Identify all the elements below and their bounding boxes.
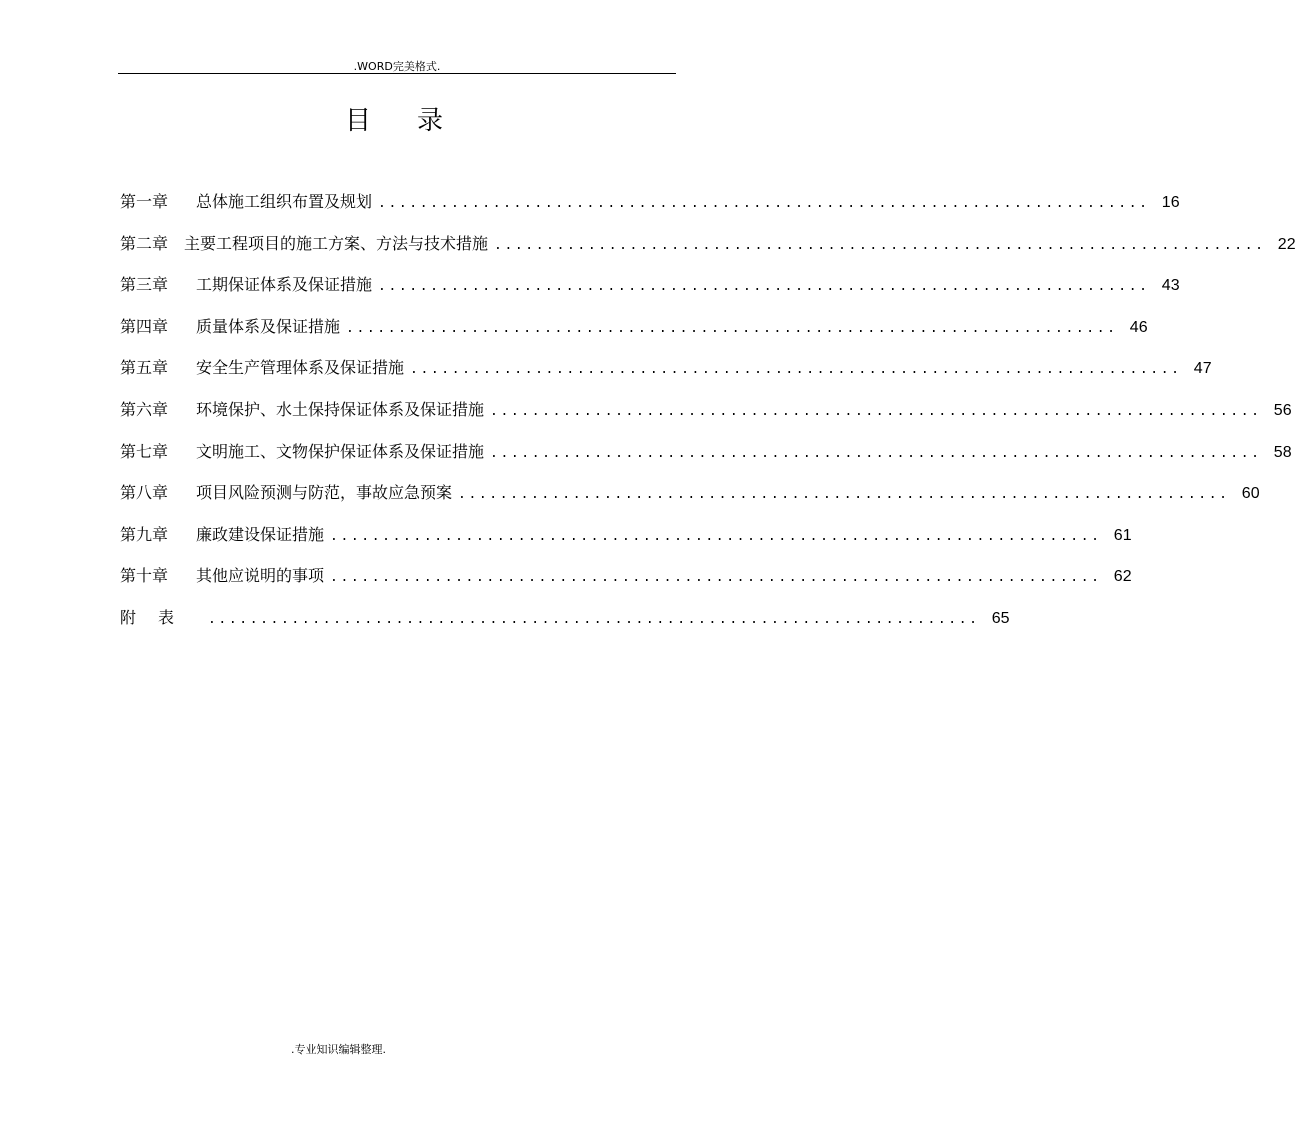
toc-page-number: 65 [991, 609, 1010, 627]
toc-chapter-label: 第四章 [120, 316, 169, 336]
toc-chapter-label: 第十章 [120, 566, 169, 586]
toc-entry[interactable] [120, 190, 1180, 232]
toc-page-number: 47 [1193, 360, 1212, 378]
toc-chapter-label: 第六章 [120, 399, 169, 419]
toc-entry-title: 质量体系及保证措施 [196, 316, 341, 336]
toc-chapter-label: 第九章 [120, 524, 169, 544]
toc-page-number: 46 [1129, 318, 1148, 336]
toc-page-number: 56 [1273, 401, 1292, 419]
toc-chapter-label: 第七章 [120, 441, 169, 461]
toc-entry[interactable] [120, 273, 1180, 315]
toc-entry-title: 廉政建设保证措施 [196, 524, 325, 544]
toc-entry[interactable] [120, 606, 1010, 648]
toc-entry[interactable] [120, 356, 1212, 398]
dot-leader: .......................................................................... [208, 611, 980, 627]
toc-page-number: 60 [1241, 485, 1260, 503]
dot-leader: .......................................................................... [494, 237, 1266, 253]
dot-leader: .......................................................................... [330, 570, 1102, 586]
toc-entry-title: 环境保护、水土保持保证体系及保证措施 [196, 399, 485, 419]
table-of-contents [120, 190, 1296, 648]
toc-page-number: 62 [1113, 568, 1132, 586]
toc-entry-title: 主要工程项目的施工方案、方法与技术措施 [184, 233, 489, 253]
toc-entry[interactable] [120, 232, 1296, 274]
dot-leader: .......................................................................... [490, 445, 1262, 461]
dot-leader: .......................................................................... [346, 320, 1118, 336]
toc-entry[interactable] [120, 523, 1132, 565]
dot-leader: .......................................................................... [330, 528, 1102, 544]
page-footer-text: .专业知识编辑整理. [291, 1043, 386, 1056]
toc-entry[interactable] [120, 564, 1132, 606]
toc-chapter-label: 第五章 [120, 358, 169, 378]
page-header-text: .WORD完美格式. [353, 60, 441, 73]
toc-entry[interactable] [120, 481, 1260, 523]
toc-title: 目录 [344, 106, 489, 136]
toc-chapter-label: 第八章 [120, 483, 169, 503]
dot-leader: .......................................................................... [378, 196, 1150, 211]
toc-chapter-label: 附表 [120, 607, 197, 627]
toc-page-number: 43 [1161, 277, 1180, 295]
toc-entry[interactable] [120, 398, 1292, 440]
toc-page-number: 61 [1113, 526, 1132, 544]
header-rule [118, 73, 676, 74]
dot-leader: .......................................................................... [490, 403, 1262, 419]
toc-entry[interactable] [120, 440, 1292, 482]
toc-entry-title: 总体施工组织布置及规划 [196, 192, 373, 211]
toc-chapter-label: 第二章 [120, 233, 169, 253]
toc-entry[interactable] [120, 315, 1148, 357]
toc-entry-title: 文明施工、文物保护保证体系及保证措施 [196, 441, 485, 461]
dot-leader: .......................................................................... [410, 362, 1182, 378]
toc-entry-title: 其他应说明的事项 [196, 566, 325, 586]
toc-page-number: 22 [1277, 235, 1296, 253]
dot-leader: .......................................................................... [378, 279, 1150, 295]
toc-entry-title: 安全生产管理体系及保证措施 [196, 358, 405, 378]
toc-page-number: 58 [1273, 443, 1292, 461]
toc-page-number: 16 [1161, 194, 1180, 211]
toc-chapter-label: 第一章 [120, 192, 169, 211]
toc-chapter-label: 第三章 [120, 275, 169, 295]
toc-entry-title: 项目风险预测与防范，事故应急预案 [196, 483, 453, 503]
toc-entry-title: 工期保证体系及保证措施 [196, 275, 373, 295]
dot-leader: .......................................................................... [458, 487, 1230, 503]
